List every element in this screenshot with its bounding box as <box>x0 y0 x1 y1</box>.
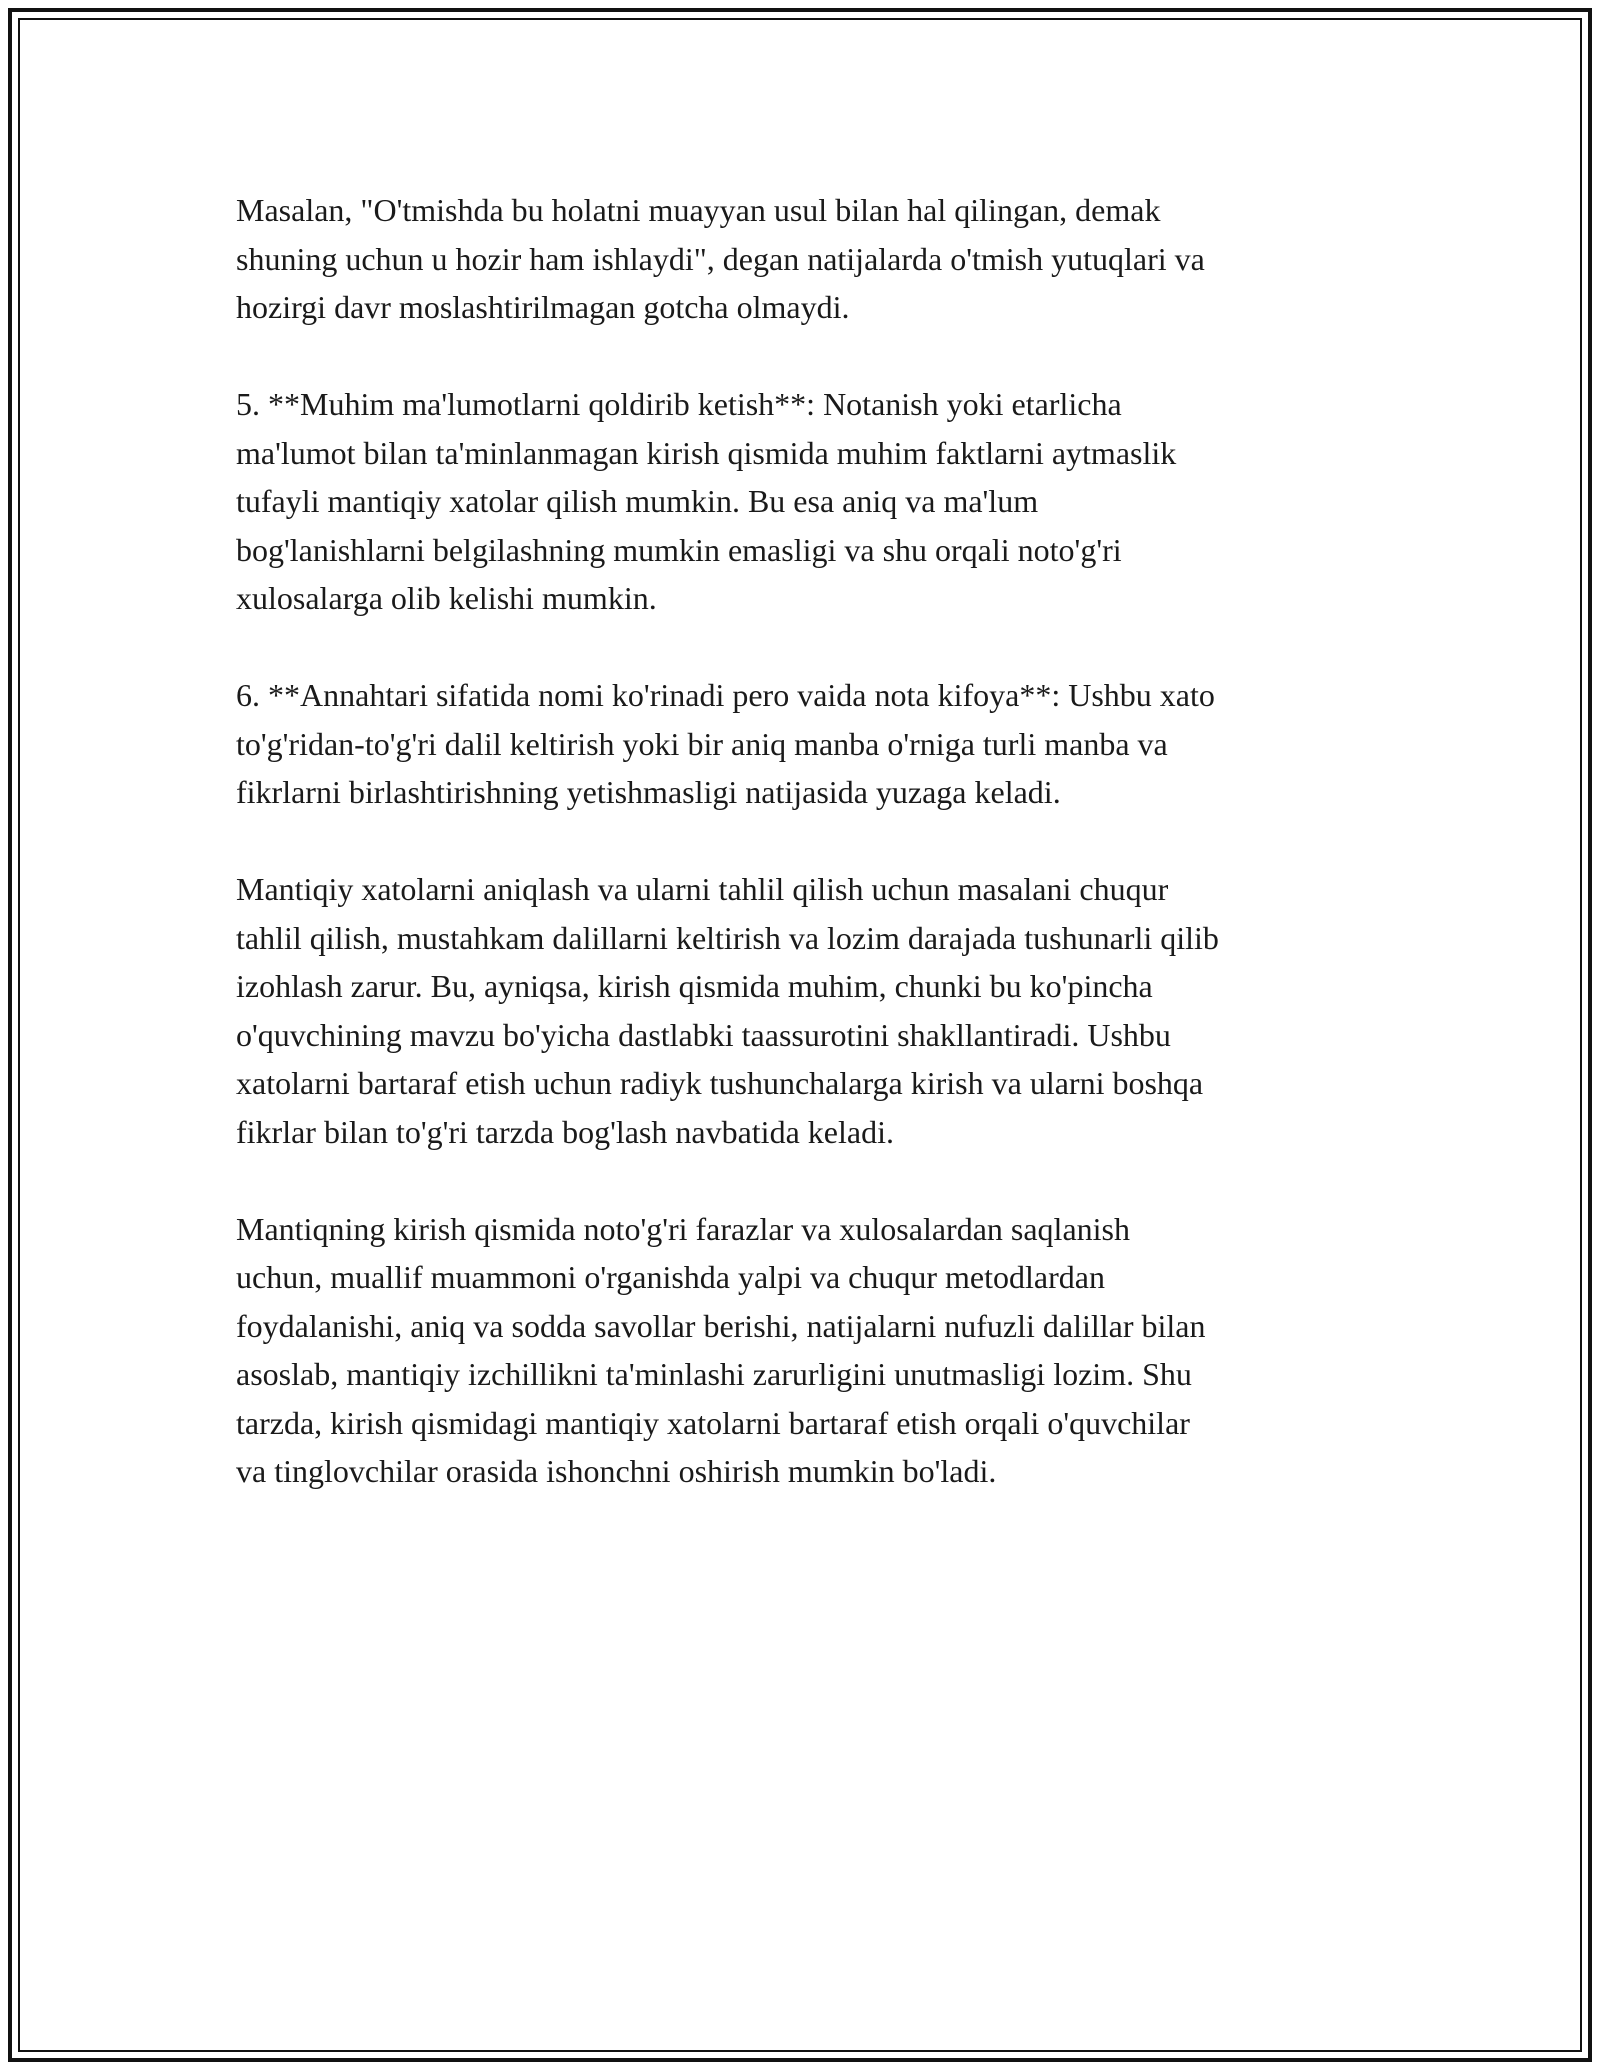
text-line: tufayli mantiqiy xatolar qilish mumkin. Bu esa aniq va ma'lum <box>236 483 1039 519</box>
text-line: 5. **Muhim ma'lumotlarni qoldirib ketish**: Notanish yoki etarlicha <box>236 386 1122 422</box>
paragraph-item-6 <box>236 671 1386 817</box>
text-line: uchun, muallif muammoni o'rganishda yalpi va chuqur metodlardan <box>236 1259 1105 1295</box>
text-line: xulosalarga olib kelishi mumkin. <box>236 580 657 616</box>
text-line: ma'lumot bilan ta'minlanmagan kirish qismida muhim faktlarni aytmaslik <box>236 434 1177 471</box>
document-body <box>236 186 1386 1544</box>
text-line: 6. **Annahtari sifatida nomi ko'rinadi pero vaida nota kifoya**: Ushbu xato <box>236 677 1215 713</box>
paragraph-example <box>236 186 1386 332</box>
text-line: foydalanishi, aniq va sodda savollar berishi, natijalarni nufuzli dalillar bilan <box>236 1307 1206 1344</box>
text-line: asoslab, mantiqiy izchillikni ta'minlashi zarurligini unutmasligi lozim. Shu <box>236 1356 1192 1392</box>
text-line: o'quvchining mavzu bo'yicha dastlabki taassurotini shakllantiradi. Ushbu <box>236 1016 1171 1053</box>
text-line: tahlil qilish, mustahkam dalillarni keltirish va lozim darajada tushunarli qilib <box>236 919 1219 956</box>
text-line: hozirgi davr moslashtirilmagan gotcha olmaydi. <box>236 289 850 325</box>
text-line: tarzda, kirish qismidagi mantiqiy xatolarni bartaraf etish orqali o'quvchilar <box>236 1404 1190 1441</box>
text-line: xatolarni bartaraf etish uchun radiyk tushunchalarga kirish va ularni boshqa <box>236 1065 1204 1101</box>
text-line: Mantiqning kirish qismida noto'g'ri farazlar va xulosalardan saqlanish <box>236 1210 1130 1247</box>
paragraph-analysis <box>236 865 1386 1156</box>
text-line: fikrlarni birlashtirishning yetishmasligi natijasida yuzaga keladi. <box>236 774 1061 810</box>
text-line: shuning uchun u hozir ham ishlaydi", degan natijalarda o'tmish yutuqlari va <box>236 240 1205 277</box>
text-line: bog'lanishlarni belgilashning mumkin emasligi va shu orqali noto'g'ri <box>236 531 1122 568</box>
text-line: Mantiqiy xatolarni aniqlash va ularni tahlil qilish uchun masalani chuqur <box>236 871 1169 907</box>
text-line: izohlash zarur. Bu, ayniqsa, kirish qismida muhim, chunki bu ko'pincha <box>236 968 1153 1004</box>
text-line: to'g'ridan-to'g'ri dalil keltirish yoki bir aniq manba o'rniga turli manba va <box>236 725 1168 762</box>
text-line: Masalan, "O'tmishda bu holatni muayyan usul bilan hal qilingan, demak <box>236 192 1161 228</box>
paragraph-item-5 <box>236 380 1386 623</box>
text-line: fikrlar bilan to'g'ri tarzda bog'lash navbatida keladi. <box>236 1113 894 1150</box>
text-line: va tinglovchilar orasida ishonchni oshirish mumkin bo'ladi. <box>236 1453 997 1489</box>
paragraph-conclusion <box>236 1205 1386 1496</box>
